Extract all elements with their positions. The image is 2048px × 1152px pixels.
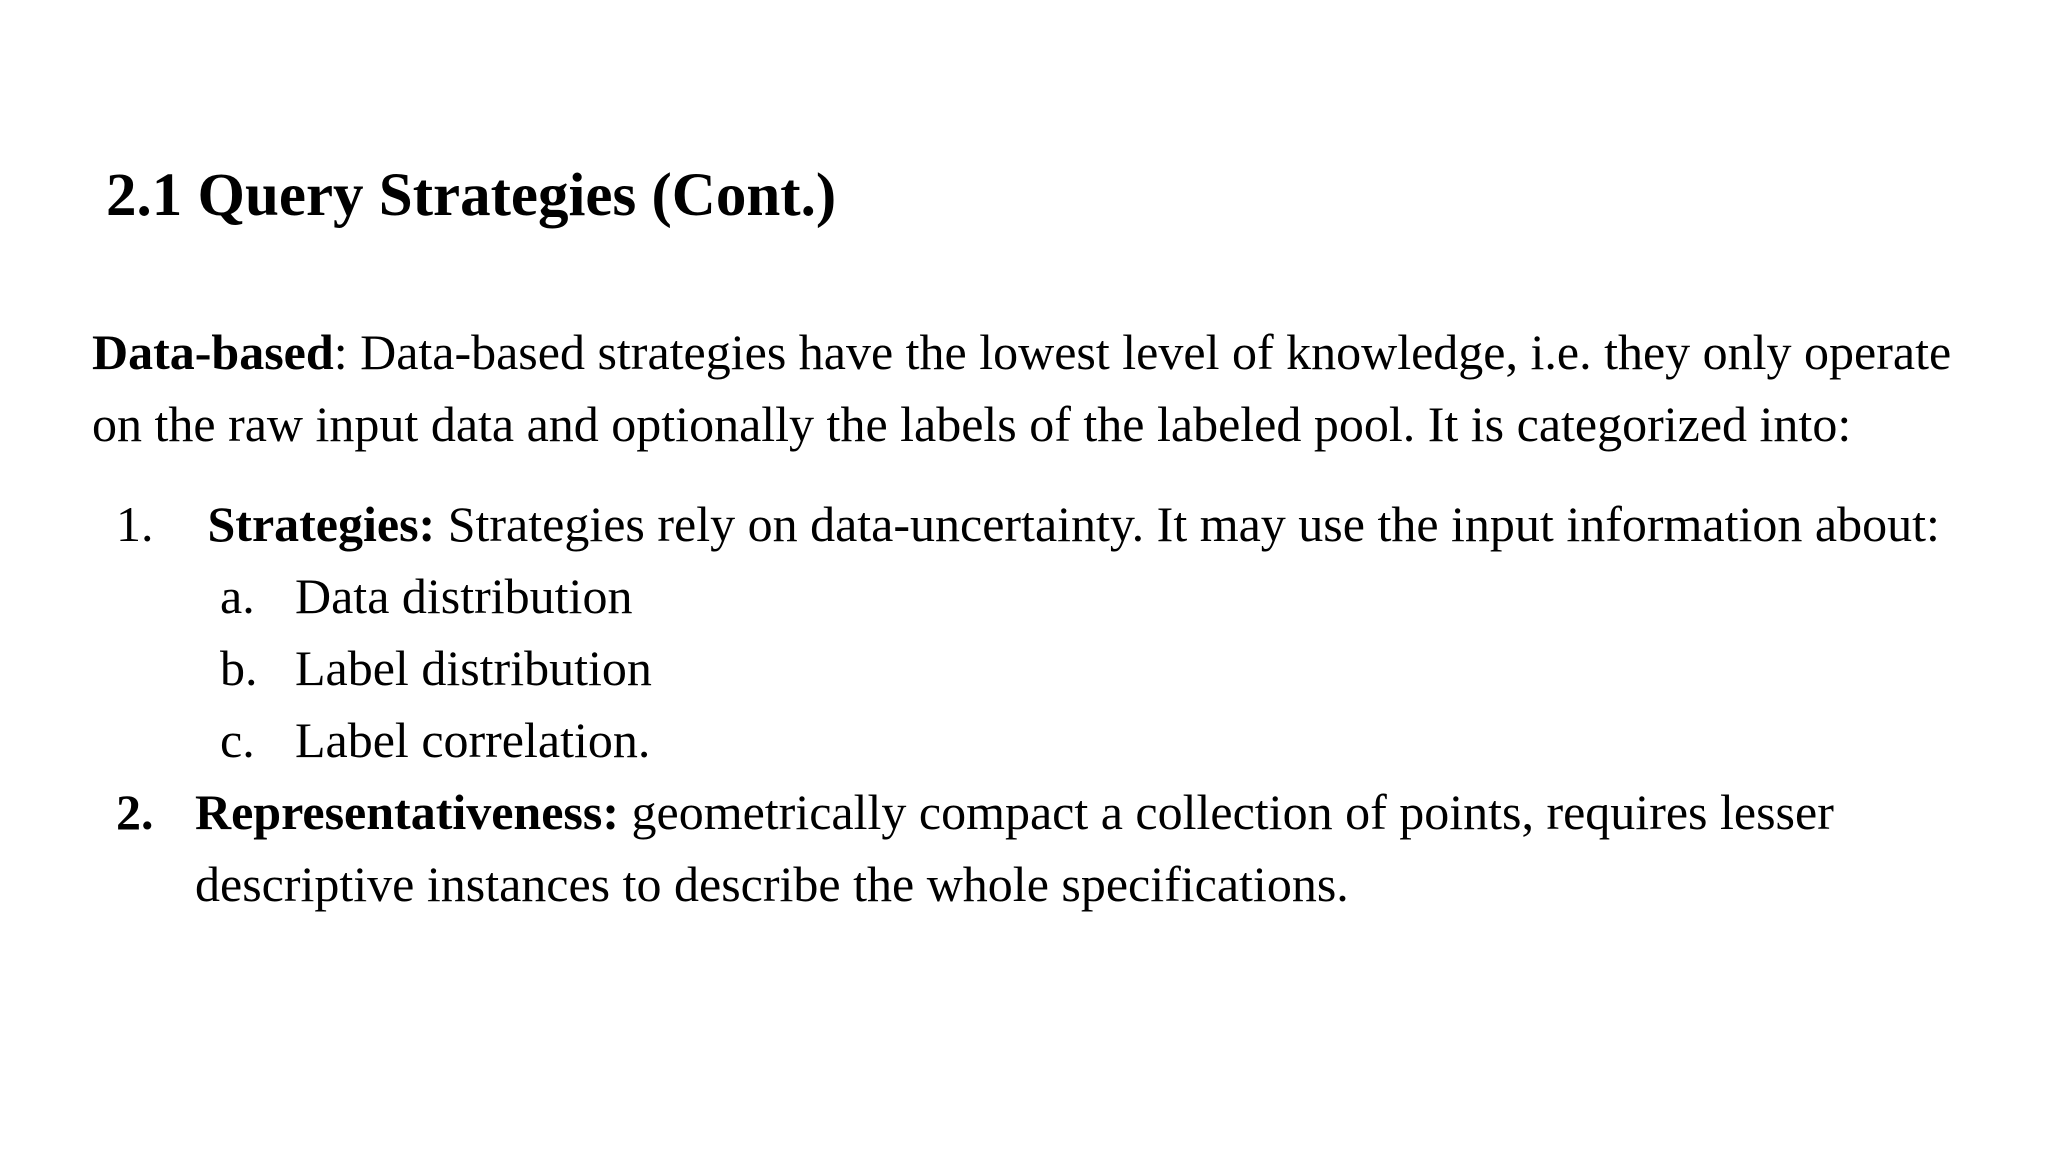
intro-text: : Data-based strategies have the lowest level of knowledge, i.e. they only operate on the raw input data and optionally the labels of the labeled pool. It is categorized into: <box>92 324 1952 452</box>
intro-paragraph <box>92 316 1992 460</box>
sub-list <box>92 560 1992 776</box>
list-item-term: Representativeness: <box>195 784 619 840</box>
list-item-term: Strategies: <box>207 496 436 552</box>
intro-term: Data-based <box>92 324 334 380</box>
sub-list-letter: a. <box>220 568 255 624</box>
sub-list-text: Data distribution <box>295 568 633 624</box>
numbered-list <box>92 488 1992 920</box>
list-item-text: geometrically compact a collection of points, requires lesser descriptive instances to describe the whole specifications. <box>195 784 1834 912</box>
list-item-text: Strategies rely on data-uncertainty. It may use the input information about: <box>435 496 1940 552</box>
slide-body <box>92 316 1992 920</box>
sub-list-text: Label distribution <box>295 640 652 696</box>
sub-list-text: Label correlation. <box>295 712 651 768</box>
list-item-representativeness <box>92 776 1992 920</box>
list-item-number: 1. <box>116 496 154 552</box>
sub-list-item <box>92 704 1992 776</box>
sub-list-item <box>92 632 1992 704</box>
list-item-number: 2. <box>116 784 154 840</box>
list-item-strategies <box>92 488 1992 560</box>
sub-list-item <box>92 560 1992 632</box>
slide-title: 2.1 Query Strategies (Cont.) <box>106 162 837 229</box>
sub-list-letter: c. <box>220 712 255 768</box>
sub-list-letter: b. <box>220 640 258 696</box>
